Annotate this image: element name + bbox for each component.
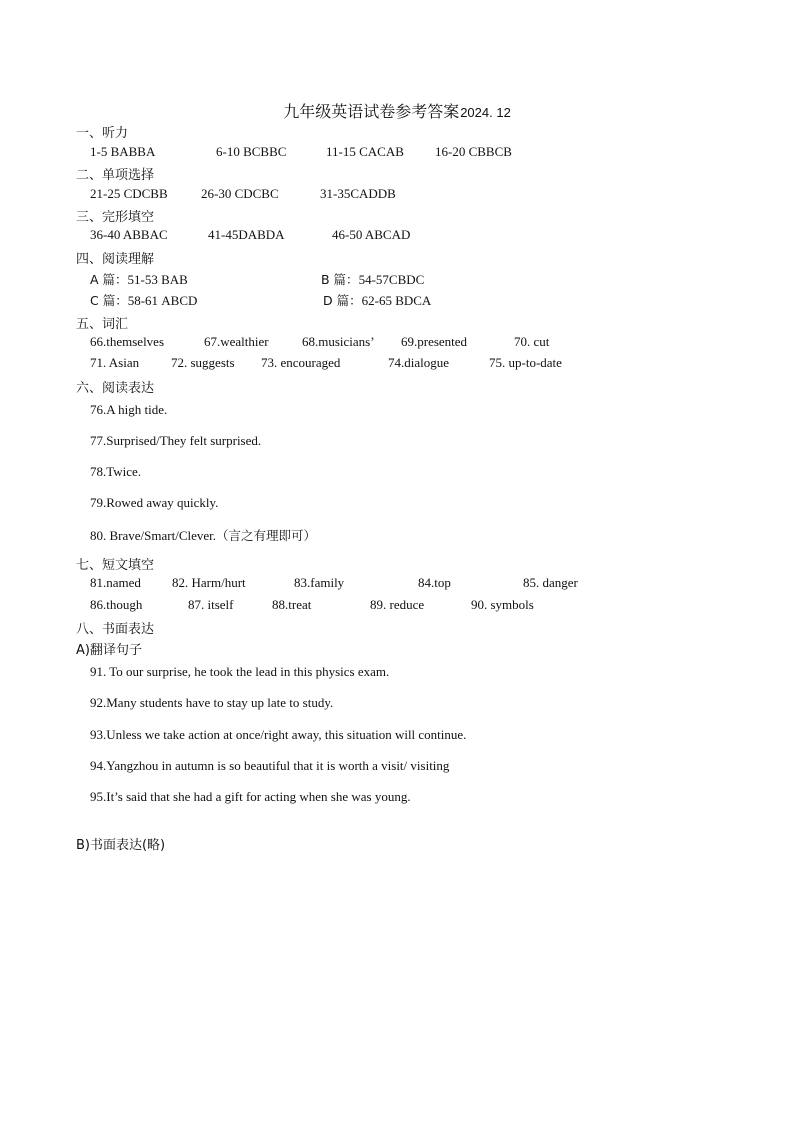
answer-word: 71. Asian [90, 355, 140, 370]
answer-group: 11-15 CACAB [326, 144, 404, 159]
answer-group: 1-5 BABBA [90, 144, 156, 159]
answer-group: 6-10 BCBBC [216, 144, 287, 159]
section-heading-cloze: 三、完形填空 [76, 210, 155, 225]
answer-value: 51-53 BAB [127, 272, 188, 287]
answer-group [321, 270, 424, 288]
title-date: 2024. 12 [460, 105, 511, 120]
answer-group [323, 291, 431, 309]
answer-value: 62-65 BDCA [361, 293, 432, 308]
answer-note: （言之有理即可） [216, 528, 317, 543]
section-heading-writing: 八、书面表达 [76, 622, 155, 637]
answer-line-78: 78.Twice. [90, 464, 142, 479]
answer-group: 26-30 CDCBC [201, 186, 279, 201]
passage-label: D 篇： [323, 293, 362, 308]
answer-word: 82. Harm/hurt [172, 575, 246, 590]
answer-line-92: 92.Many students have to stay up late to study. [90, 695, 334, 710]
answer-word: 72. suggests [171, 355, 235, 370]
answer-group [90, 270, 188, 288]
answer-value: 54-57CBDC [358, 272, 425, 287]
answer-line-80 [90, 526, 316, 544]
answer-word: 67.wealthier [204, 334, 269, 349]
answer-word: 84.top [418, 575, 451, 590]
answer-line-94: 94.Yangzhou in autumn is so beautiful that it is worth a visit/ visiting [90, 758, 450, 773]
section-heading-reading: 四、阅读理解 [76, 252, 155, 267]
answer-word: 70. cut [514, 334, 550, 349]
passage-label: A 篇： [90, 272, 128, 287]
answer-line-79: 79.Rowed away quickly. [90, 495, 219, 510]
section-heading-reading-expression: 六、阅读表达 [76, 381, 155, 396]
subsection-heading-composition: B)书面表达(略) [76, 838, 166, 853]
answer-word: 90. symbols [471, 597, 534, 612]
answer-group: 16-20 CBBCB [435, 144, 512, 159]
answer-line-93: 93.Unless we take action at once/right away, this situation will continue. [90, 727, 467, 742]
answer-word: 83.family [294, 575, 345, 590]
answer-word: 68.musicians’ [302, 334, 375, 349]
section-heading-single-choice: 二、单项选择 [76, 168, 155, 183]
answer-group: 36-40 ABBAC [90, 227, 168, 242]
answer-line-76: 76.A high tide. [90, 402, 168, 417]
section-heading-fill-blank: 七、短文填空 [76, 558, 155, 573]
answer-word: 81.named [90, 575, 141, 590]
section-heading-listening: 一、听力 [76, 126, 129, 141]
answer-group [90, 291, 197, 309]
passage-label: C 篇： [90, 293, 128, 308]
section-heading-vocabulary: 五、词汇 [76, 317, 129, 332]
page-title [0, 99, 794, 122]
answer-group: 21-25 CDCBB [90, 186, 168, 201]
answer-line-95: 95.It’s said that she had a gift for acting when she was young. [90, 789, 411, 804]
title-main: 九年级英语试卷参考答案 [283, 102, 460, 121]
answer-word: 74.dialogue [388, 355, 450, 370]
answer-group: 46-50 ABCAD [332, 227, 411, 242]
answer-word: 87. itself [188, 597, 234, 612]
answer-word: 85. danger [523, 575, 578, 590]
answer-word: 69.presented [401, 334, 468, 349]
answer-group: 31-35CADDB [320, 186, 396, 201]
passage-label: B 篇： [321, 272, 359, 287]
answer-line-77: 77.Surprised/They felt surprised. [90, 433, 262, 448]
answer-word: 73. encouraged [261, 355, 341, 370]
answer-line-91: 91. To our surprise, he took the lead in this physics exam. [90, 664, 390, 679]
subsection-heading-translation: A)翻译句子 [76, 643, 142, 658]
answer-value: 58-61 ABCD [127, 293, 198, 308]
answer-text: 80. Brave/Smart/Clever. [90, 528, 217, 543]
answer-word: 75. up-to-date [489, 355, 562, 370]
answer-word: 86.though [90, 597, 143, 612]
answer-word: 66.themselves [90, 334, 165, 349]
answer-group: 41-45DABDA [208, 227, 285, 242]
answer-word: 88.treat [272, 597, 312, 612]
answer-word: 89. reduce [370, 597, 425, 612]
